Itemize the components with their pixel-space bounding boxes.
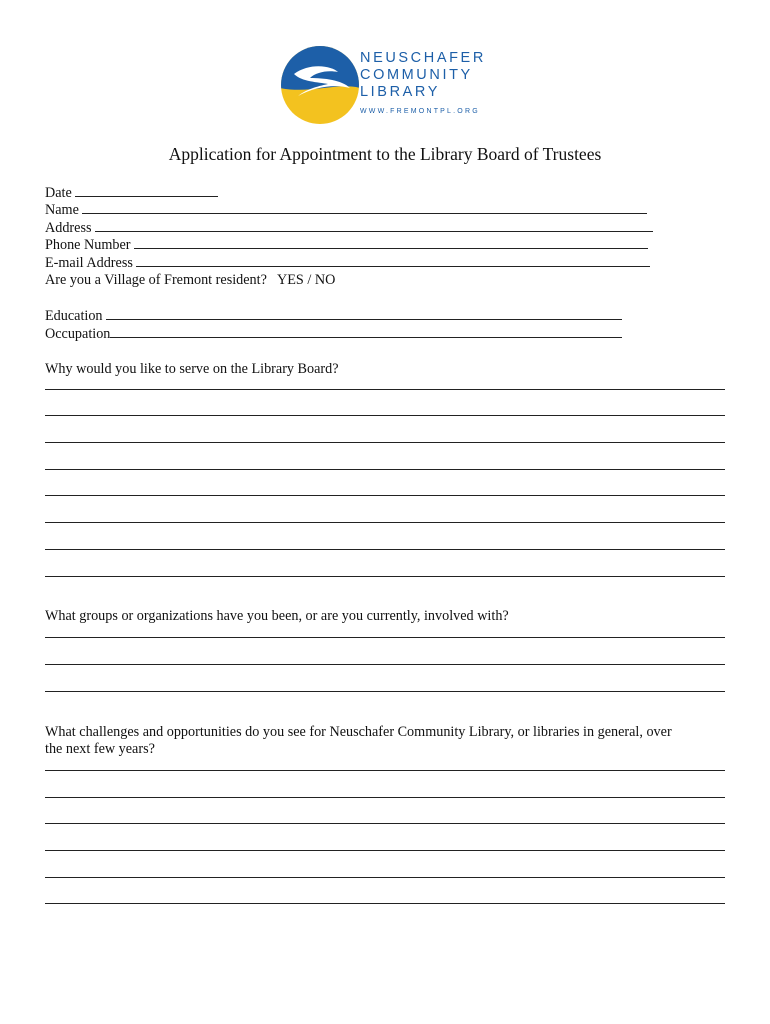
answer-1-line-2[interactable] bbox=[45, 415, 725, 416]
question-3-line-2: the next few years? bbox=[45, 741, 155, 757]
name-label: Name bbox=[45, 202, 79, 218]
logo-line-3: LIBRARY bbox=[360, 84, 440, 100]
answer-1-line-5[interactable] bbox=[45, 495, 725, 496]
answer-3-line-4[interactable] bbox=[45, 850, 725, 851]
logo-url: WWW.FREMONTPL.ORG bbox=[360, 108, 480, 115]
question-2: What groups or organizations have you been, or are you currently, involved with? bbox=[45, 608, 509, 624]
email-label: E-mail Address bbox=[45, 255, 133, 271]
answer-3-line-6[interactable] bbox=[45, 903, 725, 904]
date-field bbox=[45, 184, 218, 201]
answer-3-line-5[interactable] bbox=[45, 877, 725, 878]
phone-blank[interactable] bbox=[134, 236, 648, 249]
answer-1-line-3[interactable] bbox=[45, 442, 725, 443]
library-logo bbox=[280, 44, 500, 126]
answer-1-line-7[interactable] bbox=[45, 549, 725, 550]
answer-3-line-3[interactable] bbox=[45, 823, 725, 824]
date-label: Date bbox=[45, 185, 72, 201]
logo-line-1: NEUSCHAFER bbox=[360, 50, 486, 66]
email-field bbox=[45, 254, 650, 271]
name-blank[interactable] bbox=[82, 201, 647, 214]
phone-field bbox=[45, 236, 648, 253]
address-label: Address bbox=[45, 220, 92, 236]
answer-1-line-8[interactable] bbox=[45, 576, 725, 577]
occupation-field bbox=[45, 325, 622, 342]
email-blank[interactable] bbox=[136, 254, 650, 267]
page-title: Application for Appointment to the Library Board of Trustees bbox=[168, 144, 602, 164]
answer-1-line-1[interactable] bbox=[45, 389, 725, 390]
question-1: Why would you like to serve on the Library Board? bbox=[45, 361, 339, 377]
phone-label: Phone Number bbox=[45, 237, 131, 253]
answer-2-line-2[interactable] bbox=[45, 664, 725, 665]
answer-2-line-3[interactable] bbox=[45, 691, 725, 692]
logo-line-2: COMMUNITY bbox=[360, 67, 473, 83]
name-field bbox=[45, 201, 647, 218]
library-logo-emblem-icon bbox=[280, 44, 360, 126]
occupation-blank[interactable] bbox=[110, 325, 622, 338]
resident-question: Are you a Village of Fremont resident? YES / NO bbox=[45, 272, 336, 288]
date-blank[interactable] bbox=[75, 184, 218, 197]
address-field bbox=[45, 219, 653, 236]
answer-3-line-2[interactable] bbox=[45, 797, 725, 798]
education-label: Education bbox=[45, 308, 103, 324]
education-blank[interactable] bbox=[106, 307, 622, 320]
occupation-label: Occupation bbox=[45, 326, 111, 342]
answer-1-line-4[interactable] bbox=[45, 469, 725, 470]
education-field bbox=[45, 307, 622, 324]
answer-1-line-6[interactable] bbox=[45, 522, 725, 523]
answer-3-line-1[interactable] bbox=[45, 770, 725, 771]
answer-2-line-1[interactable] bbox=[45, 637, 725, 638]
address-blank[interactable] bbox=[95, 219, 653, 232]
question-3-line-1: What challenges and opportunities do you see for Neuschafer Community Library, or libraries in general, over bbox=[45, 724, 672, 740]
